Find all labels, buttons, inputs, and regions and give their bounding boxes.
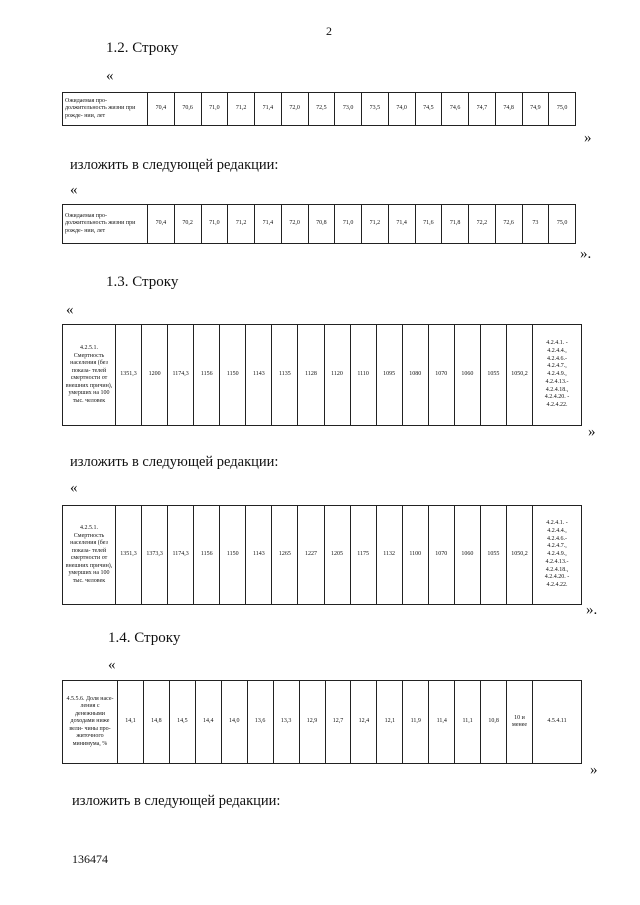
code-cell (533, 325, 582, 426)
value-cell: 72,5 (308, 93, 335, 126)
value-cell: 1351,3 (116, 506, 142, 605)
row-label: 4.2.5.1. Смертность населения (без показа- телей смертности от внешних причин), умерших на 100 тыс. человек (63, 325, 116, 426)
value-cell: 14,8 (143, 681, 169, 764)
value-cell: 14,4 (195, 681, 221, 764)
code-line: 4.2.4.13.- (545, 558, 569, 565)
quote-close: » (590, 762, 598, 778)
table-row (63, 506, 582, 605)
value-cell: 1150 (220, 325, 246, 426)
quote-close-dot: ». (580, 246, 592, 262)
value-cell: 14,1 (118, 681, 144, 764)
quote-open: « (66, 302, 74, 318)
value-cell: 71,2 (228, 205, 255, 244)
replace-instruction: изложить в следующей редакции: (70, 454, 279, 470)
value-cell: 70,2 (174, 205, 201, 244)
table-row (63, 325, 582, 426)
value-cell: 11,4 (429, 681, 455, 764)
value-cell: 71,4 (255, 205, 282, 244)
value-cell: 70,4 (148, 205, 175, 244)
code-line: 4.2.4.6.- (547, 355, 567, 362)
value-cell: 1060 (454, 325, 480, 426)
value-cell: 70,6 (174, 93, 201, 126)
value-cell: 1070 (428, 506, 454, 605)
value-cell: 71,0 (201, 93, 228, 126)
value-cell: 1060 (454, 506, 480, 605)
code-line: 4.2.4.18., (545, 566, 569, 573)
table-1-2-new (62, 204, 576, 244)
value-cell: 70,4 (148, 93, 175, 126)
value-cell: 10 и менее (507, 681, 533, 764)
code-line: 4.2.4.1. - (546, 519, 568, 526)
code-line: 4.2.4.20. - (544, 574, 570, 581)
value-cell: 71,2 (228, 93, 255, 126)
value-cell: 72,2 (469, 205, 496, 244)
table-1-2-original (62, 92, 576, 126)
value-cell: 73,0 (335, 93, 362, 126)
value-cell: 74,5 (415, 93, 442, 126)
value-cell: 11,9 (403, 681, 429, 764)
value-cell: 12,4 (351, 681, 377, 764)
value-cell: 1174,3 (168, 506, 194, 605)
value-cell: 74,0 (388, 93, 415, 126)
row-label: 4.5.5.6. Доля насе- ления с денежными доходами ниже вели- чины про- житочного минимума, % (63, 681, 118, 764)
value-cell: 1174,3 (168, 325, 194, 426)
value-cell: 73,5 (362, 93, 389, 126)
code-cell: 4.5.4.11 (533, 681, 582, 764)
code-line: 4.2.4.9., (547, 371, 567, 378)
value-cell: 1050,2 (506, 325, 532, 426)
table-row (63, 93, 576, 126)
row-label: 4.2.5.1. Смертность населения (без показа- телей смертности от внешних причин), умерших на 100 тыс. человек (63, 506, 116, 605)
value-cell: 14,0 (221, 681, 247, 764)
table-row (63, 681, 582, 764)
value-cell: 11,1 (455, 681, 481, 764)
code-line: 4.2.4.4., (547, 527, 567, 534)
code-line: 4.2.4.6.- (547, 535, 567, 542)
value-cell: 12,7 (325, 681, 351, 764)
value-cell: 1070 (428, 325, 454, 426)
value-cell: 12,9 (299, 681, 325, 764)
value-cell: 10,8 (481, 681, 507, 764)
value-cell: 1100 (402, 506, 428, 605)
quote-close: » (588, 424, 596, 440)
value-cell: 71,4 (388, 205, 415, 244)
quote-close-dot: ». (586, 602, 598, 618)
replace-instruction: изложить в следующей редакции: (72, 793, 281, 809)
value-cell: 71,4 (255, 93, 282, 126)
code-line: 4.2.4.20. - (544, 394, 570, 401)
code-line: 4.2.4.13.- (545, 378, 569, 385)
quote-open: « (106, 68, 114, 84)
value-cell: 1373,3 (142, 506, 168, 605)
value-cell: 1205 (324, 506, 350, 605)
row-label: Ожидаемая про- должительность жизни при рожде- нии, лет (63, 205, 148, 244)
code-line: 4.2.4.7., (547, 543, 567, 550)
value-cell: 1050,2 (506, 506, 532, 605)
value-cell: 1200 (142, 325, 168, 426)
code-line: 4.2.4.22. (546, 402, 568, 409)
value-cell: 1120 (324, 325, 350, 426)
section-heading-1-3: 1.3. Строку (106, 274, 179, 290)
value-cell: 71,8 (442, 205, 469, 244)
code-cell (533, 506, 582, 605)
value-cell: 70,8 (308, 205, 335, 244)
value-cell: 1135 (272, 325, 298, 426)
code-line: 4.2.4.9., (547, 551, 567, 558)
value-cell: 1128 (298, 325, 324, 426)
table-row (63, 205, 576, 244)
value-cell: 75,0 (549, 205, 576, 244)
page-number: 2 (326, 24, 332, 38)
value-cell: 1055 (480, 506, 506, 605)
value-cell: 74,6 (442, 93, 469, 126)
table-1-4-original (62, 680, 582, 764)
quote-open: « (70, 480, 78, 496)
value-cell: 75,0 (549, 93, 576, 126)
code-line: 4.2.4.22. (546, 582, 568, 589)
value-cell: 13,6 (247, 681, 273, 764)
quote-close: » (584, 130, 592, 146)
value-cell: 1110 (350, 325, 376, 426)
value-cell: 72,0 (281, 205, 308, 244)
section-heading-1-4: 1.4. Строку (108, 630, 181, 646)
value-cell: 1175 (350, 506, 376, 605)
value-cell: 74,9 (522, 93, 549, 126)
value-cell: 73 (522, 205, 549, 244)
value-cell: 74,7 (469, 93, 496, 126)
table-1-3-new (62, 505, 582, 605)
section-heading-1-2: 1.2. Строку (106, 40, 179, 56)
value-cell: 1095 (376, 325, 402, 426)
value-cell: 13,3 (273, 681, 299, 764)
value-cell: 71,2 (362, 205, 389, 244)
value-cell: 71,6 (415, 205, 442, 244)
value-cell: 1150 (220, 506, 246, 605)
quote-open: « (70, 182, 78, 198)
row-label: Ожидаемая про- должительность жизни при рожде- нии, лет (63, 93, 148, 126)
code-line: 4.2.4.18., (545, 386, 569, 393)
quote-open: « (108, 657, 116, 673)
value-cell: 1055 (480, 325, 506, 426)
code-line: 4.2.4.7., (547, 363, 567, 370)
value-cell: 14,5 (169, 681, 195, 764)
value-cell: 71,0 (201, 205, 228, 244)
value-cell: 71,0 (335, 205, 362, 244)
value-cell: 1080 (402, 325, 428, 426)
value-cell: 1132 (376, 506, 402, 605)
value-cell: 74,8 (495, 93, 522, 126)
value-cell: 1351,3 (116, 325, 142, 426)
table-1-3-original (62, 324, 582, 426)
document-number: 136474 (72, 852, 108, 866)
replace-instruction: изложить в следующей редакции: (70, 157, 279, 173)
value-cell: 72,6 (495, 205, 522, 244)
value-cell: 12,1 (377, 681, 403, 764)
value-cell: 1265 (272, 506, 298, 605)
value-cell: 1143 (246, 506, 272, 605)
value-cell: 1227 (298, 506, 324, 605)
value-cell: 1143 (246, 325, 272, 426)
value-cell: 72,0 (281, 93, 308, 126)
value-cell: 1156 (194, 325, 220, 426)
value-cell: 1156 (194, 506, 220, 605)
code-line: 4.2.4.4., (547, 347, 567, 354)
code-line: 4.2.4.1. - (546, 339, 568, 346)
